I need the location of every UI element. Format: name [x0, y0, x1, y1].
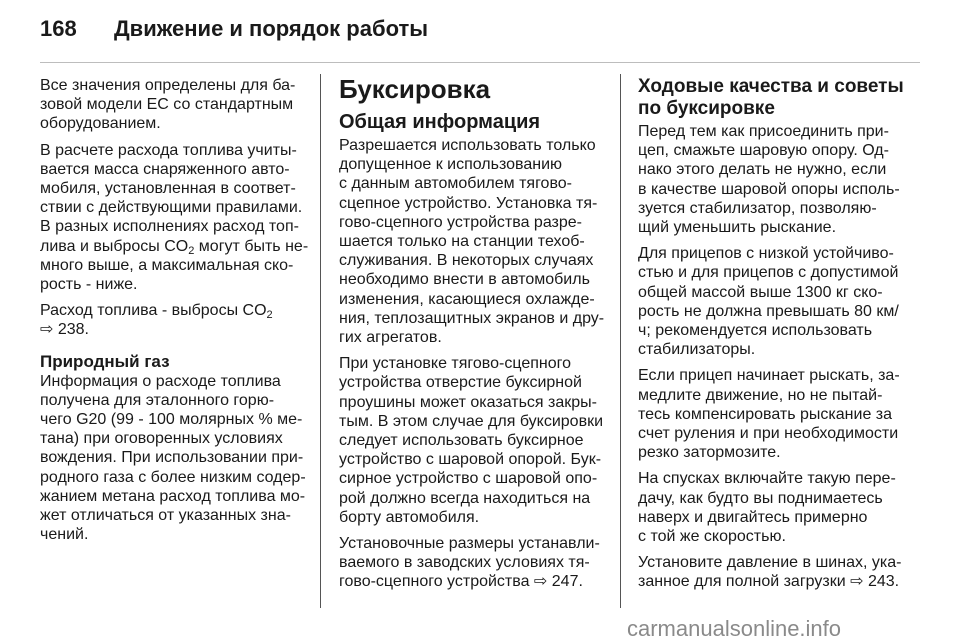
text-line: вождения. При использовании при- [40, 449, 304, 467]
paragraph-towbar-approved [339, 136, 611, 347]
text-line: В расчете расхода топлива учиты- [40, 141, 297, 159]
text-line: устройство с шаровой опорой. Бук- [339, 451, 602, 469]
reference-arrow-icon: ⇨ [533, 573, 548, 591]
paragraph-towing-eye [339, 354, 611, 527]
heading-driving-tips [638, 76, 918, 120]
page-reference[interactable] [534, 573, 583, 590]
text-line: рость не должна превышать 80 км/ [638, 302, 899, 320]
reference-arrow-icon: ⇨ [850, 573, 864, 591]
reference-page: 247. [547, 573, 583, 591]
text-line: резко затормозите. [638, 444, 781, 462]
text-line: Информация о расходе топлива [40, 372, 281, 390]
text-line: допущенное к использованию [339, 156, 563, 174]
column-divider-2 [620, 74, 621, 608]
text-line-co2 [40, 301, 312, 320]
text-line: тым. В этом случае для буксировки [339, 412, 603, 430]
paragraph-snaking [638, 366, 918, 462]
text-line: Перед тем как присоединить при- [638, 123, 889, 140]
text-line: оборудованием. [40, 115, 161, 133]
text-line: ствии с действующими правилами. [40, 199, 303, 217]
text-line: счет руления и при необходимости [638, 425, 899, 443]
text-line: следует использовать буксирное [339, 432, 584, 450]
text-line: Для прицепов с низкой устойчиво- [638, 245, 894, 263]
text-line: жет отличаться от указанных зна- [40, 507, 291, 525]
column-3 [638, 76, 918, 599]
text-fragment: могут быть не- [194, 237, 309, 255]
paragraph-eu-values [40, 76, 312, 134]
text-fragment: занное для полной загрузки [638, 573, 851, 591]
heading-line: Ходовые качества и советы [638, 76, 904, 97]
text-line: получена для эталонного горю- [40, 391, 275, 409]
text-line: тесь компенсировать рыскание за [638, 405, 893, 423]
heading-general-info: Общая информация [339, 111, 541, 133]
text-line: чений. [40, 526, 89, 544]
text-line: зовой модели ЕС со стандартным [40, 96, 294, 114]
text-line: ваемого в заводских условиях тя- [339, 554, 590, 572]
reference-page: 238. [53, 321, 89, 339]
text-line: зуется стабилизатор, позволяю- [638, 199, 877, 217]
text-line: в качестве шаровой опоры исполь- [638, 180, 900, 198]
paragraph-downhill [638, 469, 918, 546]
text-line: гово-сцепного устройства разре- [339, 213, 582, 231]
text-fragment: лива и выбросы CO [40, 237, 189, 255]
reference-arrow-icon: ⇨ [40, 321, 54, 339]
text-line: жанием метана расход топлива мо- [40, 487, 306, 505]
text-line-ref [339, 572, 611, 591]
paragraph-ball-lubrication [638, 122, 918, 237]
text-line: рой должно всегда находиться на [339, 489, 591, 507]
subscript: 2 [188, 244, 195, 257]
column-2 [339, 74, 611, 599]
text-line: сцепное устройство. Установка тя- [339, 194, 598, 212]
text-line: цеп, смажьте шаровую опору. Од- [638, 142, 889, 160]
paragraph-emissions-ref [40, 301, 312, 339]
text-line: рость - ниже. [40, 276, 138, 294]
text-line: сирное устройство с шаровой опо- [339, 470, 598, 488]
text-line: Установите давление в шинах, ука- [638, 554, 902, 572]
text-line: родного газа с более низким содер- [40, 468, 306, 486]
page-title: Движение и порядок работы [114, 16, 429, 41]
text-line: дачу, как будто вы поднимаетесь [638, 489, 883, 507]
text-line: гих агрегатов. [339, 329, 442, 347]
column-1 [40, 76, 312, 551]
text-line: вается масса снаряженного авто- [40, 160, 290, 178]
text-line: При установке тягово-сцепного [339, 355, 571, 373]
column-divider-1 [320, 74, 321, 608]
text-line: Если прицеп начинает рыскать, за- [638, 367, 900, 385]
text-line: ч; рекомендуется использовать [638, 322, 873, 340]
paragraph-tyre-pressure [638, 553, 918, 591]
text-fragment: Расход топлива - выбросы CO [40, 302, 267, 320]
text-fragment: гово-сцепного устройства [339, 573, 534, 591]
text-line: чего G20 (99 - 100 молярных % ме- [40, 411, 303, 429]
reference-page: 243. [863, 573, 900, 591]
text-line: ния, теплозащитных экранов и дру- [339, 309, 605, 327]
text-line: необходимо внести в автомобиль [339, 271, 590, 289]
heading-towing: Буксировка [339, 74, 491, 104]
text-line: Разрешается использовать только [339, 137, 596, 154]
text-line: Все значения определены для ба- [40, 77, 296, 94]
paragraph-fuel-calc [40, 141, 312, 295]
subscript: 2 [266, 309, 273, 322]
page-header [0, 0, 960, 60]
text-line: Установочные размеры устанавли- [339, 535, 600, 553]
text-line: проушины может оказаться закры- [339, 393, 597, 411]
text-line: мобиля, установленная в соответ- [40, 180, 296, 198]
page-reference[interactable] [850, 573, 899, 590]
text-line: медлите движение, но не пытай- [638, 386, 883, 404]
paragraph-speed-limit [638, 244, 918, 359]
text-line: На спусках включайте такую пере- [638, 470, 896, 488]
text-line-co2 [40, 237, 312, 256]
text-line: с данным автомобилем тягово- [339, 175, 572, 193]
text-line-ref [638, 572, 918, 591]
text-line: нако этого делать не нужно, если [638, 161, 887, 179]
text-line: наверх и двигайтесь примерно [638, 508, 868, 526]
text-line: тана) при оговоренных условиях [40, 430, 283, 448]
text-line: много выше, а максимальная ско- [40, 256, 294, 274]
text-line: стабилизаторы. [638, 341, 756, 359]
text-line: с той же скоростью. [638, 528, 786, 546]
text-line: устройства отверстие буксирной [339, 374, 582, 392]
page-reference[interactable] [40, 320, 312, 339]
heading-line: по буксировке [638, 98, 775, 119]
heading-natural-gas: Природный газ [40, 351, 170, 371]
text-line: стью и для прицепов с допустимой [638, 264, 899, 282]
text-line: служивания. В некоторых случаях [339, 252, 594, 270]
text-line: щий уменьшить рыскание. [638, 219, 837, 237]
header-rule [40, 62, 920, 63]
text-line: шается только на станции техоб- [339, 233, 585, 251]
paragraph-mounting-dimensions [339, 534, 611, 592]
text-line: изменения, касающиеся охлажде- [339, 290, 595, 308]
text-line: общей массой выше 1300 кг ско- [638, 283, 883, 301]
text-line: В разных исполнениях расход топ- [40, 218, 299, 236]
page-number: 168 [40, 16, 77, 41]
text-line: борту автомобиля. [339, 508, 480, 526]
paragraph-natural-gas [40, 372, 312, 545]
watermark: carmanualsonline.info [627, 616, 842, 641]
